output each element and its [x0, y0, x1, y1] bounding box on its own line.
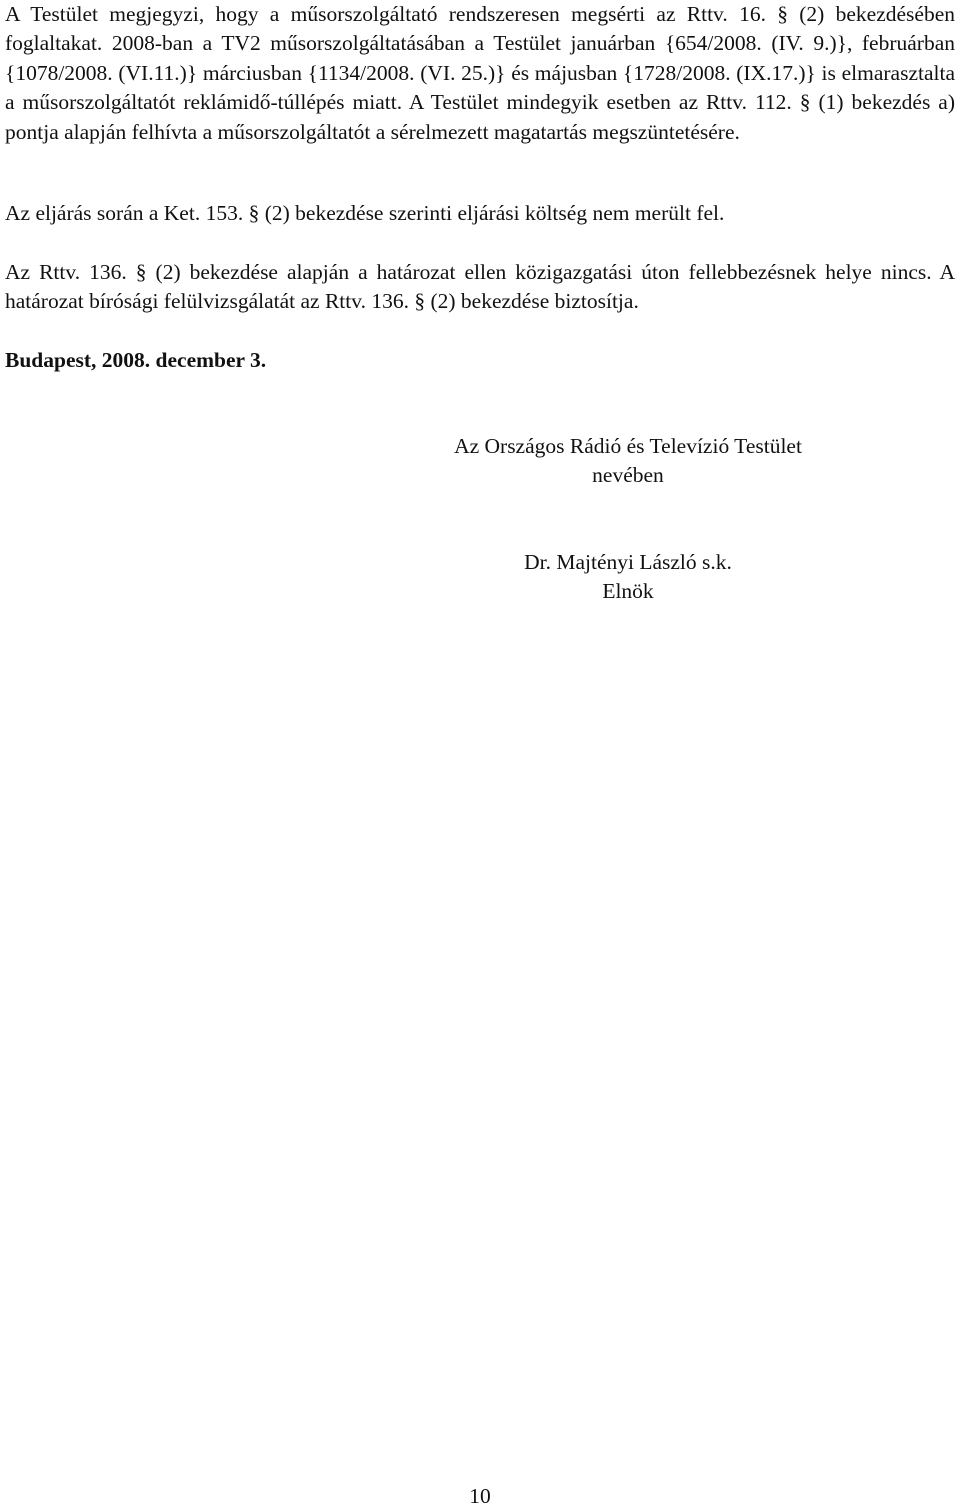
document-date: Budapest, 2008. december 3.	[5, 348, 267, 372]
signatory-title: Elnök	[602, 579, 654, 603]
signatory-name: Dr. Majtényi László s.k.	[524, 550, 732, 574]
paragraph-jogorvoslat: Az Rttv. 136. § (2) bekezdése alapján a határozat ellen közigazgatási úton fellebbezésnek helye nincs. A határozat bírósági felülvizsgálatát az Rttv. 136. § (2) bekezdése biztosítja.	[5, 260, 955, 314]
paragraph-reklamido: A Testület megjegyzi, hogy a műsorszolgáltató rendszeresen megsérti az Rttv. 16. § (2) bekezdésében foglaltakat. 2008-ban a TV2 műsorszolgáltatásában a Testület januárban {654/2008. (IV. 9.)}, februárban {1078/2008. (VI.11.)} márciusban {1134/2008. (VI. 25.)} és májusban {1728/2008. (IX.17.)} is elmarasztalta a műsorszolgáltatót reklámidő-túllépés miatt. A Testület mindegyik esetben az Rttv. 112. § (1) bekezdés a) pontja alapján felhívta a műsorszolgáltatót a sérelmezett magatartás megszüntetésére.	[5, 2, 955, 144]
signature-signatory	[400, 548, 856, 606]
signature-organization	[400, 432, 856, 490]
page-number: 10	[469, 1484, 491, 1508]
signature-org-line1: Az Országos Rádió és Televízió Testület	[454, 434, 802, 458]
signature-org-line2: nevében	[592, 463, 664, 487]
paragraph-eljarasi-koltseg: Az eljárás során a Ket. 153. § (2) bekezdése szerinti eljárási költség nem merült fel.	[5, 201, 725, 225]
